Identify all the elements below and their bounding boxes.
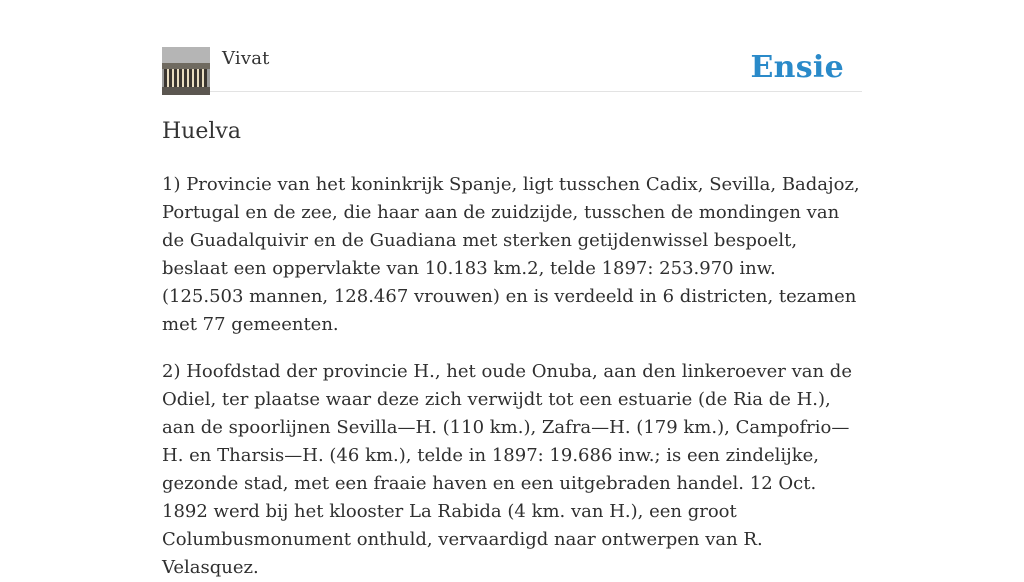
author-name[interactable]: Vivat xyxy=(222,48,270,69)
header xyxy=(162,0,862,92)
article-page xyxy=(162,0,862,578)
brand-logo[interactable]: Ensie xyxy=(750,50,844,85)
article-title: Huelva xyxy=(162,119,241,144)
article-paragraph-2: 2) Hoofdstad der provincie H., het oude Onuba, aan den linkeroever van de Odiel, ter plaatse waar deze zich verwijdt tot een estuarie (de Ria de H.), aan de spoorlijnen Sevilla—H. (110 km.), Zafra—H. (179 km.), Campofrio—H. en Tharsis—H. (46 km.), telde in 1897: 19.686 inw.; is een zindelijke, gezonde stad, met een fraaie haven en een uitgebraden handel. 12 Oct. 1892 werd bij het klooster La Rabida (4 km. van H.), een groot Columbusmonument onthuld, vervaardigd naar ontwerpen van R. Velasquez. xyxy=(162,361,852,578)
avatar-photo-icon xyxy=(162,47,210,95)
article-paragraph-1: 1) Provincie van het koninkrijk Spanje, ligt tusschen Cadix, Sevilla, Badajoz, Portugal en de zee, die haar aan de zuidzijde, tusschen de mondingen van de Guadalquivir en de Guadiana met sterken getijdenwissel bespoelt, beslaat een oppervlakte van 10.183 km.2, telde 1897: 253.970 inw. (125.503 mannen, 128.467 vrouwen) en is verdeeld in 6 districten, tezamen met 77 gemeenten. xyxy=(162,174,860,335)
author-avatar[interactable] xyxy=(162,47,210,95)
